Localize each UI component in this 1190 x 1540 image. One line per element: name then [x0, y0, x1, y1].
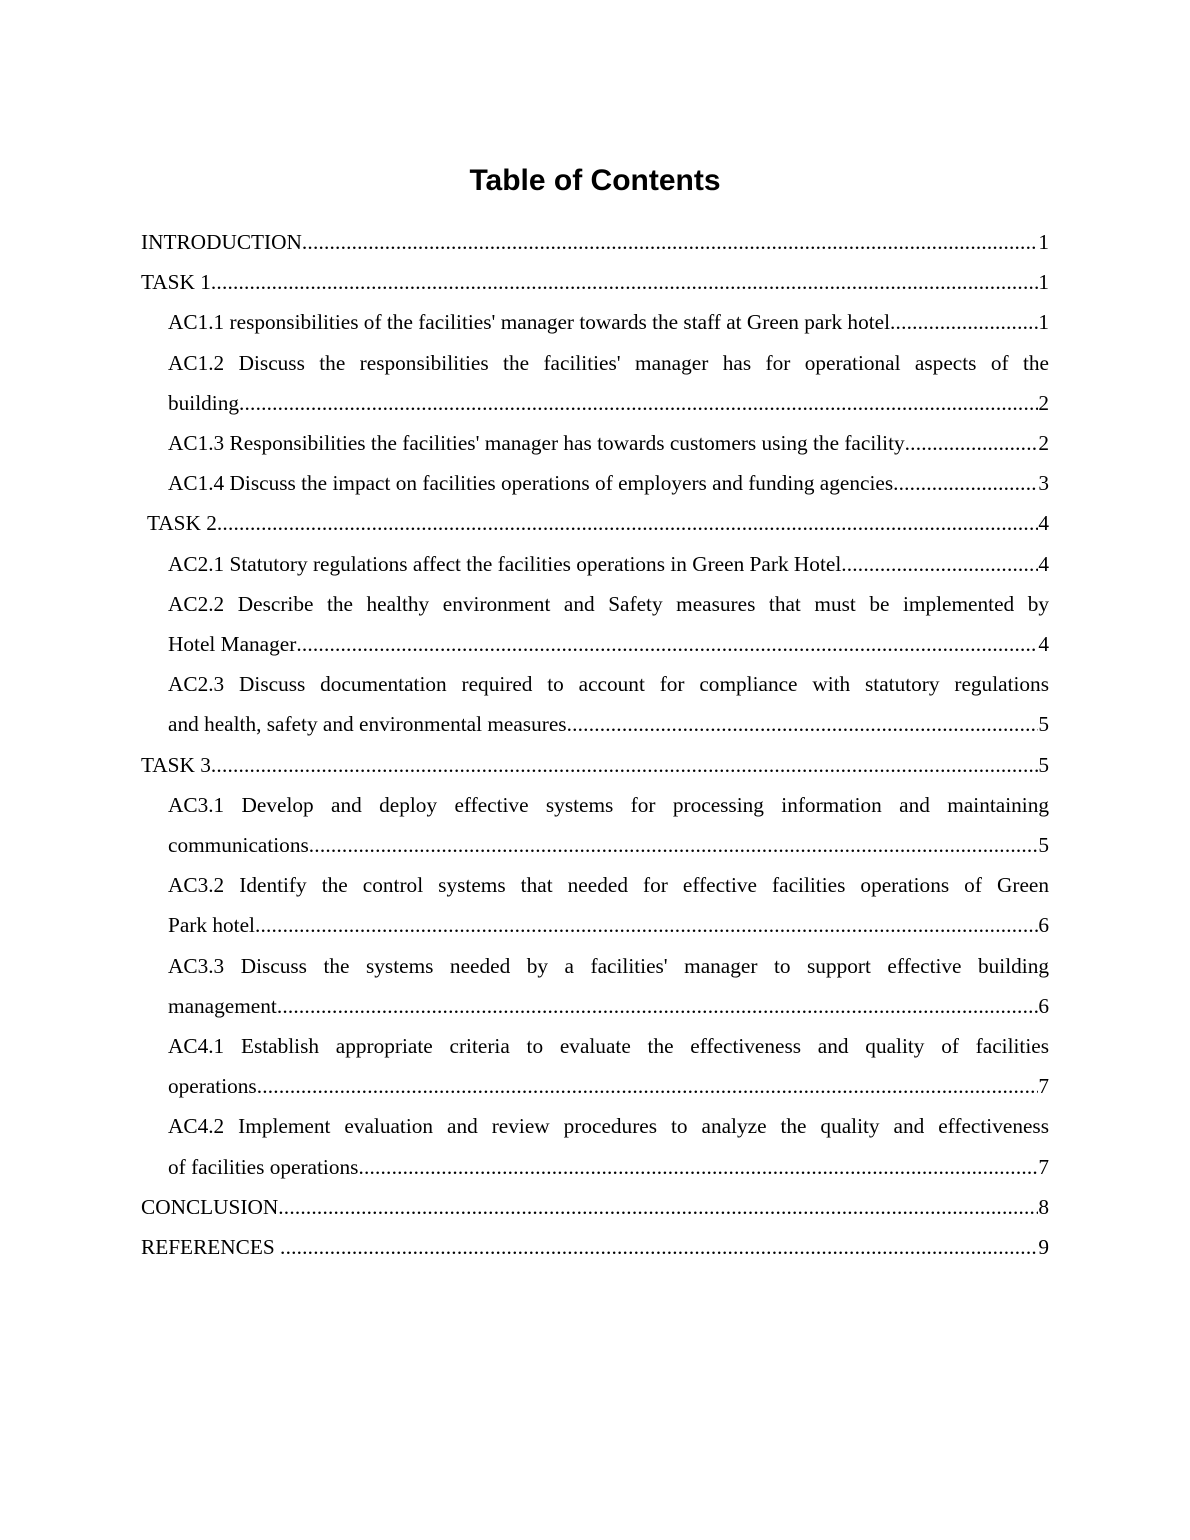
toc-entry-label: CONCLUSION: [141, 1194, 279, 1219]
dot-leader: [217, 503, 1038, 543]
toc-entry-label: communications: [168, 833, 309, 858]
toc-entry-references[interactable]: [141, 1227, 1049, 1267]
toc-entry-label: Park hotel: [168, 913, 255, 938]
toc-entry-ac1-1[interactable]: [141, 302, 1049, 342]
dot-leader: [255, 905, 1038, 945]
dot-leader: [278, 1187, 1038, 1227]
dot-leader: [211, 745, 1038, 785]
toc-entry-label-line1: AC3.1 Develop and deploy effective systems for processing information and maintaining: [168, 792, 1049, 817]
toc-entry-task-1[interactable]: [141, 262, 1049, 302]
toc-page-number: 4: [1038, 511, 1049, 536]
dot-leader: [211, 262, 1038, 302]
toc-entry-label: AC2.1 Statutory regulations affect the facilities operations in Green Park Hotel: [168, 551, 842, 576]
toc-page-number: 2: [1038, 431, 1049, 456]
toc-page-number: 7: [1038, 1074, 1049, 1099]
toc-entry-label: TASK 3: [141, 752, 211, 777]
toc-page-number: 5: [1038, 752, 1049, 777]
toc-entry-ac1-4[interactable]: [141, 463, 1049, 503]
toc-page-number: 6: [1038, 993, 1049, 1018]
dot-leader: [358, 1147, 1038, 1187]
dot-leader: [841, 544, 1038, 584]
dot-leader: [280, 1227, 1038, 1267]
toc-page-number: 4: [1038, 632, 1049, 657]
dot-leader: [296, 624, 1038, 664]
toc-page-number: 8: [1038, 1194, 1049, 1219]
toc-entry-ac4-1[interactable]: [141, 1026, 1049, 1106]
toc-page-number: 9: [1038, 1235, 1049, 1260]
toc-entry-label-line1: AC2.2 Describe the healthy environment and Safety measures that must be implemented by: [168, 591, 1049, 616]
toc-page-number: 5: [1038, 712, 1049, 737]
toc-entry-label: operations: [168, 1074, 257, 1099]
toc-entry-label: AC1.3 Responsibilities the facilities' manager has towards customers using the facility: [168, 431, 905, 456]
toc-page-number: 7: [1038, 1154, 1049, 1179]
toc-entry-ac4-2[interactable]: [141, 1106, 1049, 1186]
toc-page-number: 2: [1038, 390, 1049, 415]
toc-page-number: 1: [1038, 270, 1049, 295]
toc-page-number: 1: [1038, 310, 1049, 335]
toc-entry-ac3-1[interactable]: [141, 785, 1049, 865]
toc-entry-label: management: [168, 993, 277, 1018]
toc-page-number: 5: [1038, 833, 1049, 858]
toc-entry-label: building: [168, 390, 239, 415]
toc-entry-label-line1: AC2.3 Discuss documentation required to account for compliance with statutory regulations: [168, 672, 1049, 697]
table-of-contents: [141, 222, 1049, 1267]
toc-entry-label: and health, safety and environmental measures: [168, 712, 567, 737]
toc-entry-ac3-3[interactable]: [141, 946, 1049, 1026]
toc-entry-label-line1: AC4.1 Establish appropriate criteria to evaluate the effectiveness and quality of facilities: [168, 1034, 1049, 1059]
toc-entry-introduction[interactable]: [141, 222, 1049, 262]
toc-entry-label: TASK 2: [147, 511, 217, 536]
toc-entry-ac3-2[interactable]: [141, 865, 1049, 945]
toc-entry-ac2-2[interactable]: [141, 584, 1049, 664]
dot-leader: [890, 302, 1038, 342]
toc-entry-label: AC1.1 responsibilities of the facilities' manager towards the staff at Green park hotel: [168, 310, 891, 335]
dot-leader: [567, 704, 1039, 744]
toc-entry-label: AC1.4 Discuss the impact on facilities operations of employers and funding agencies: [168, 471, 894, 496]
toc-entry-ac2-1[interactable]: [141, 544, 1049, 584]
toc-page-number: 4: [1038, 551, 1049, 576]
toc-entry-label: REFERENCES: [141, 1235, 281, 1260]
toc-entry-label-line1: AC3.2 Identify the control systems that needed for effective facilities operations of Green: [168, 873, 1049, 898]
dot-leader: [302, 222, 1038, 262]
dot-leader: [257, 1066, 1039, 1106]
dot-leader: [277, 986, 1039, 1026]
toc-entry-label: TASK 1: [141, 270, 211, 295]
toc-page-number: 3: [1038, 471, 1049, 496]
toc-entry-ac2-3[interactable]: [141, 664, 1049, 744]
toc-entry-label-line1: AC1.2 Discuss the responsibilities the facilities' manager has for operational aspects of the: [168, 350, 1049, 375]
toc-page-number: 1: [1038, 230, 1049, 254]
toc-entry-label-line1: AC3.3 Discuss the systems needed by a facilities' manager to support effective building: [168, 953, 1049, 978]
dot-leader: [309, 825, 1039, 865]
dot-leader: [239, 383, 1038, 423]
toc-entry-task-3[interactable]: [141, 745, 1049, 785]
toc-entry-label-line1: AC4.2 Implement evaluation and review procedures to analyze the quality and effectiveness: [168, 1114, 1049, 1139]
toc-title: Table of Contents: [469, 164, 721, 197]
toc-entry-conclusion[interactable]: [141, 1187, 1049, 1227]
toc-entry-task-2[interactable]: [141, 503, 1049, 543]
toc-entry-label: Hotel Manager: [168, 632, 297, 657]
dot-leader: [893, 463, 1038, 503]
toc-entry-label: INTRODUCTION: [141, 230, 302, 254]
toc-page-number: 6: [1038, 913, 1049, 938]
dot-leader: [905, 423, 1039, 463]
toc-entry-ac1-2[interactable]: [141, 343, 1049, 423]
toc-entry-ac1-3[interactable]: [141, 423, 1049, 463]
toc-entry-label: of facilities operations: [168, 1154, 359, 1179]
